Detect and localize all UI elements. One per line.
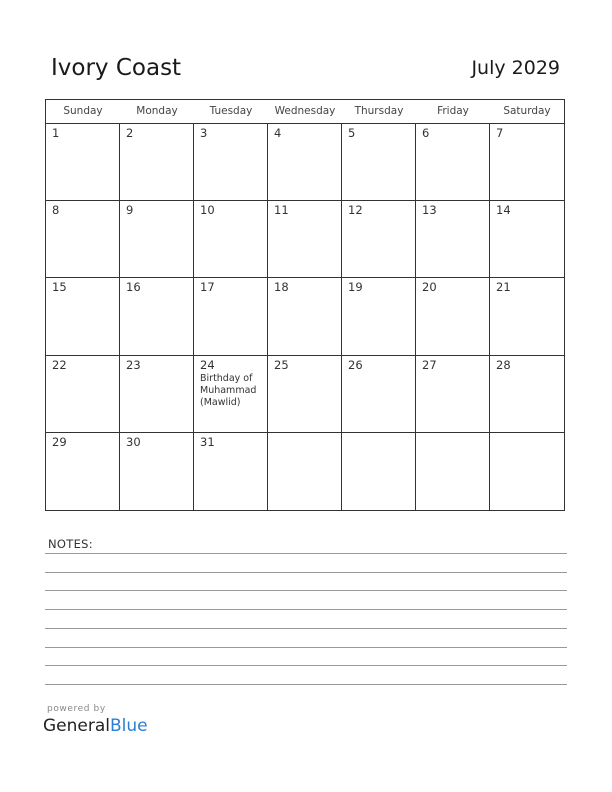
note-line[interactable] [45,572,567,573]
weekday-header-row [46,100,564,124]
day-number: 7 [496,126,504,140]
day-cell[interactable] [490,278,564,355]
note-line[interactable] [45,665,567,666]
note-line[interactable] [45,647,567,648]
day-number: 12 [348,203,363,218]
note-line[interactable] [45,628,567,629]
weekday-friday: Friday [437,105,469,117]
day-cell[interactable] [120,433,194,510]
day-number: 19 [348,280,363,295]
day-cell[interactable] [194,201,268,278]
day-cell[interactable] [342,356,416,433]
weekday-saturday: Saturday [503,105,551,117]
day-cell[interactable] [46,124,120,201]
note-line[interactable] [45,684,567,685]
day-number: 25 [274,357,289,372]
day-cell[interactable] [268,278,342,355]
day-number: 15 [52,280,67,295]
day-number: 13 [422,203,437,218]
day-number: 26 [348,357,363,372]
calendar-grid [46,124,564,510]
day-cell[interactable] [46,433,120,510]
note-line[interactable] [45,590,567,591]
day-number: 23 [126,357,141,372]
notes-label: NOTES: [48,537,93,551]
day-cell[interactable] [416,201,490,278]
day-number: 5 [348,126,356,140]
day-number: 24 [200,357,215,372]
day-number: 20 [422,280,437,295]
day-cell[interactable] [194,433,268,510]
country-title: Ivory Coast [51,55,182,81]
day-number: 27 [422,357,437,372]
day-number: 18 [274,280,289,295]
note-line[interactable] [45,609,567,610]
day-number: 21 [496,280,511,295]
day-cell[interactable] [268,201,342,278]
day-number: 28 [496,357,511,372]
day-cell[interactable] [490,124,564,201]
holiday-label: Birthday of Muhammad (Mawlid) [200,372,257,408]
day-cell[interactable] [342,124,416,201]
day-number: 1 [52,126,60,140]
day-cell[interactable] [268,356,342,433]
day-cell[interactable] [120,124,194,201]
day-number: 9 [126,203,134,218]
day-number: 30 [126,434,141,449]
day-cell[interactable] [194,278,268,355]
day-number: 11 [274,203,289,218]
day-number: 29 [52,434,67,449]
month-year-title: July 2029 [471,57,560,79]
generalblue-logo[interactable] [43,716,148,736]
weekday-monday: Monday [136,105,178,117]
day-number: 3 [200,126,208,140]
day-cell[interactable] [268,433,342,510]
day-cell[interactable] [490,201,564,278]
day-cell[interactable] [342,278,416,355]
day-number: 31 [200,434,215,449]
day-cell[interactable] [490,433,564,510]
day-cell[interactable] [194,356,268,433]
day-cell[interactable] [120,356,194,433]
day-number: 16 [126,280,141,295]
note-line[interactable] [45,553,567,554]
day-cell[interactable] [416,433,490,510]
day-cell[interactable] [490,356,564,433]
brand-general: General [43,716,110,736]
day-number: 14 [496,203,511,218]
weekday-sunday: Sunday [63,105,103,117]
day-number: 8 [52,203,60,218]
powered-by-text: powered by [47,704,106,714]
day-number: 4 [274,126,282,140]
day-cell[interactable] [416,124,490,201]
weekday-tuesday: Tuesday [209,105,253,117]
day-number: 22 [52,357,67,372]
weekday-thursday: Thursday [354,105,404,117]
day-number: 10 [200,203,215,218]
day-cell[interactable] [342,201,416,278]
day-cell[interactable] [194,124,268,201]
day-cell[interactable] [416,278,490,355]
day-cell[interactable] [268,124,342,201]
day-cell[interactable] [416,356,490,433]
calendar-table [45,99,565,511]
day-cell[interactable] [120,278,194,355]
day-cell[interactable] [120,201,194,278]
day-cell[interactable] [46,201,120,278]
day-number: 6 [422,126,430,140]
day-cell[interactable] [46,278,120,355]
day-number: 2 [126,126,134,140]
day-cell[interactable] [46,356,120,433]
weekday-wednesday: Wednesday [274,105,336,117]
brand-blue: Blue [110,716,148,736]
day-number: 17 [200,280,215,295]
day-cell[interactable] [342,433,416,510]
